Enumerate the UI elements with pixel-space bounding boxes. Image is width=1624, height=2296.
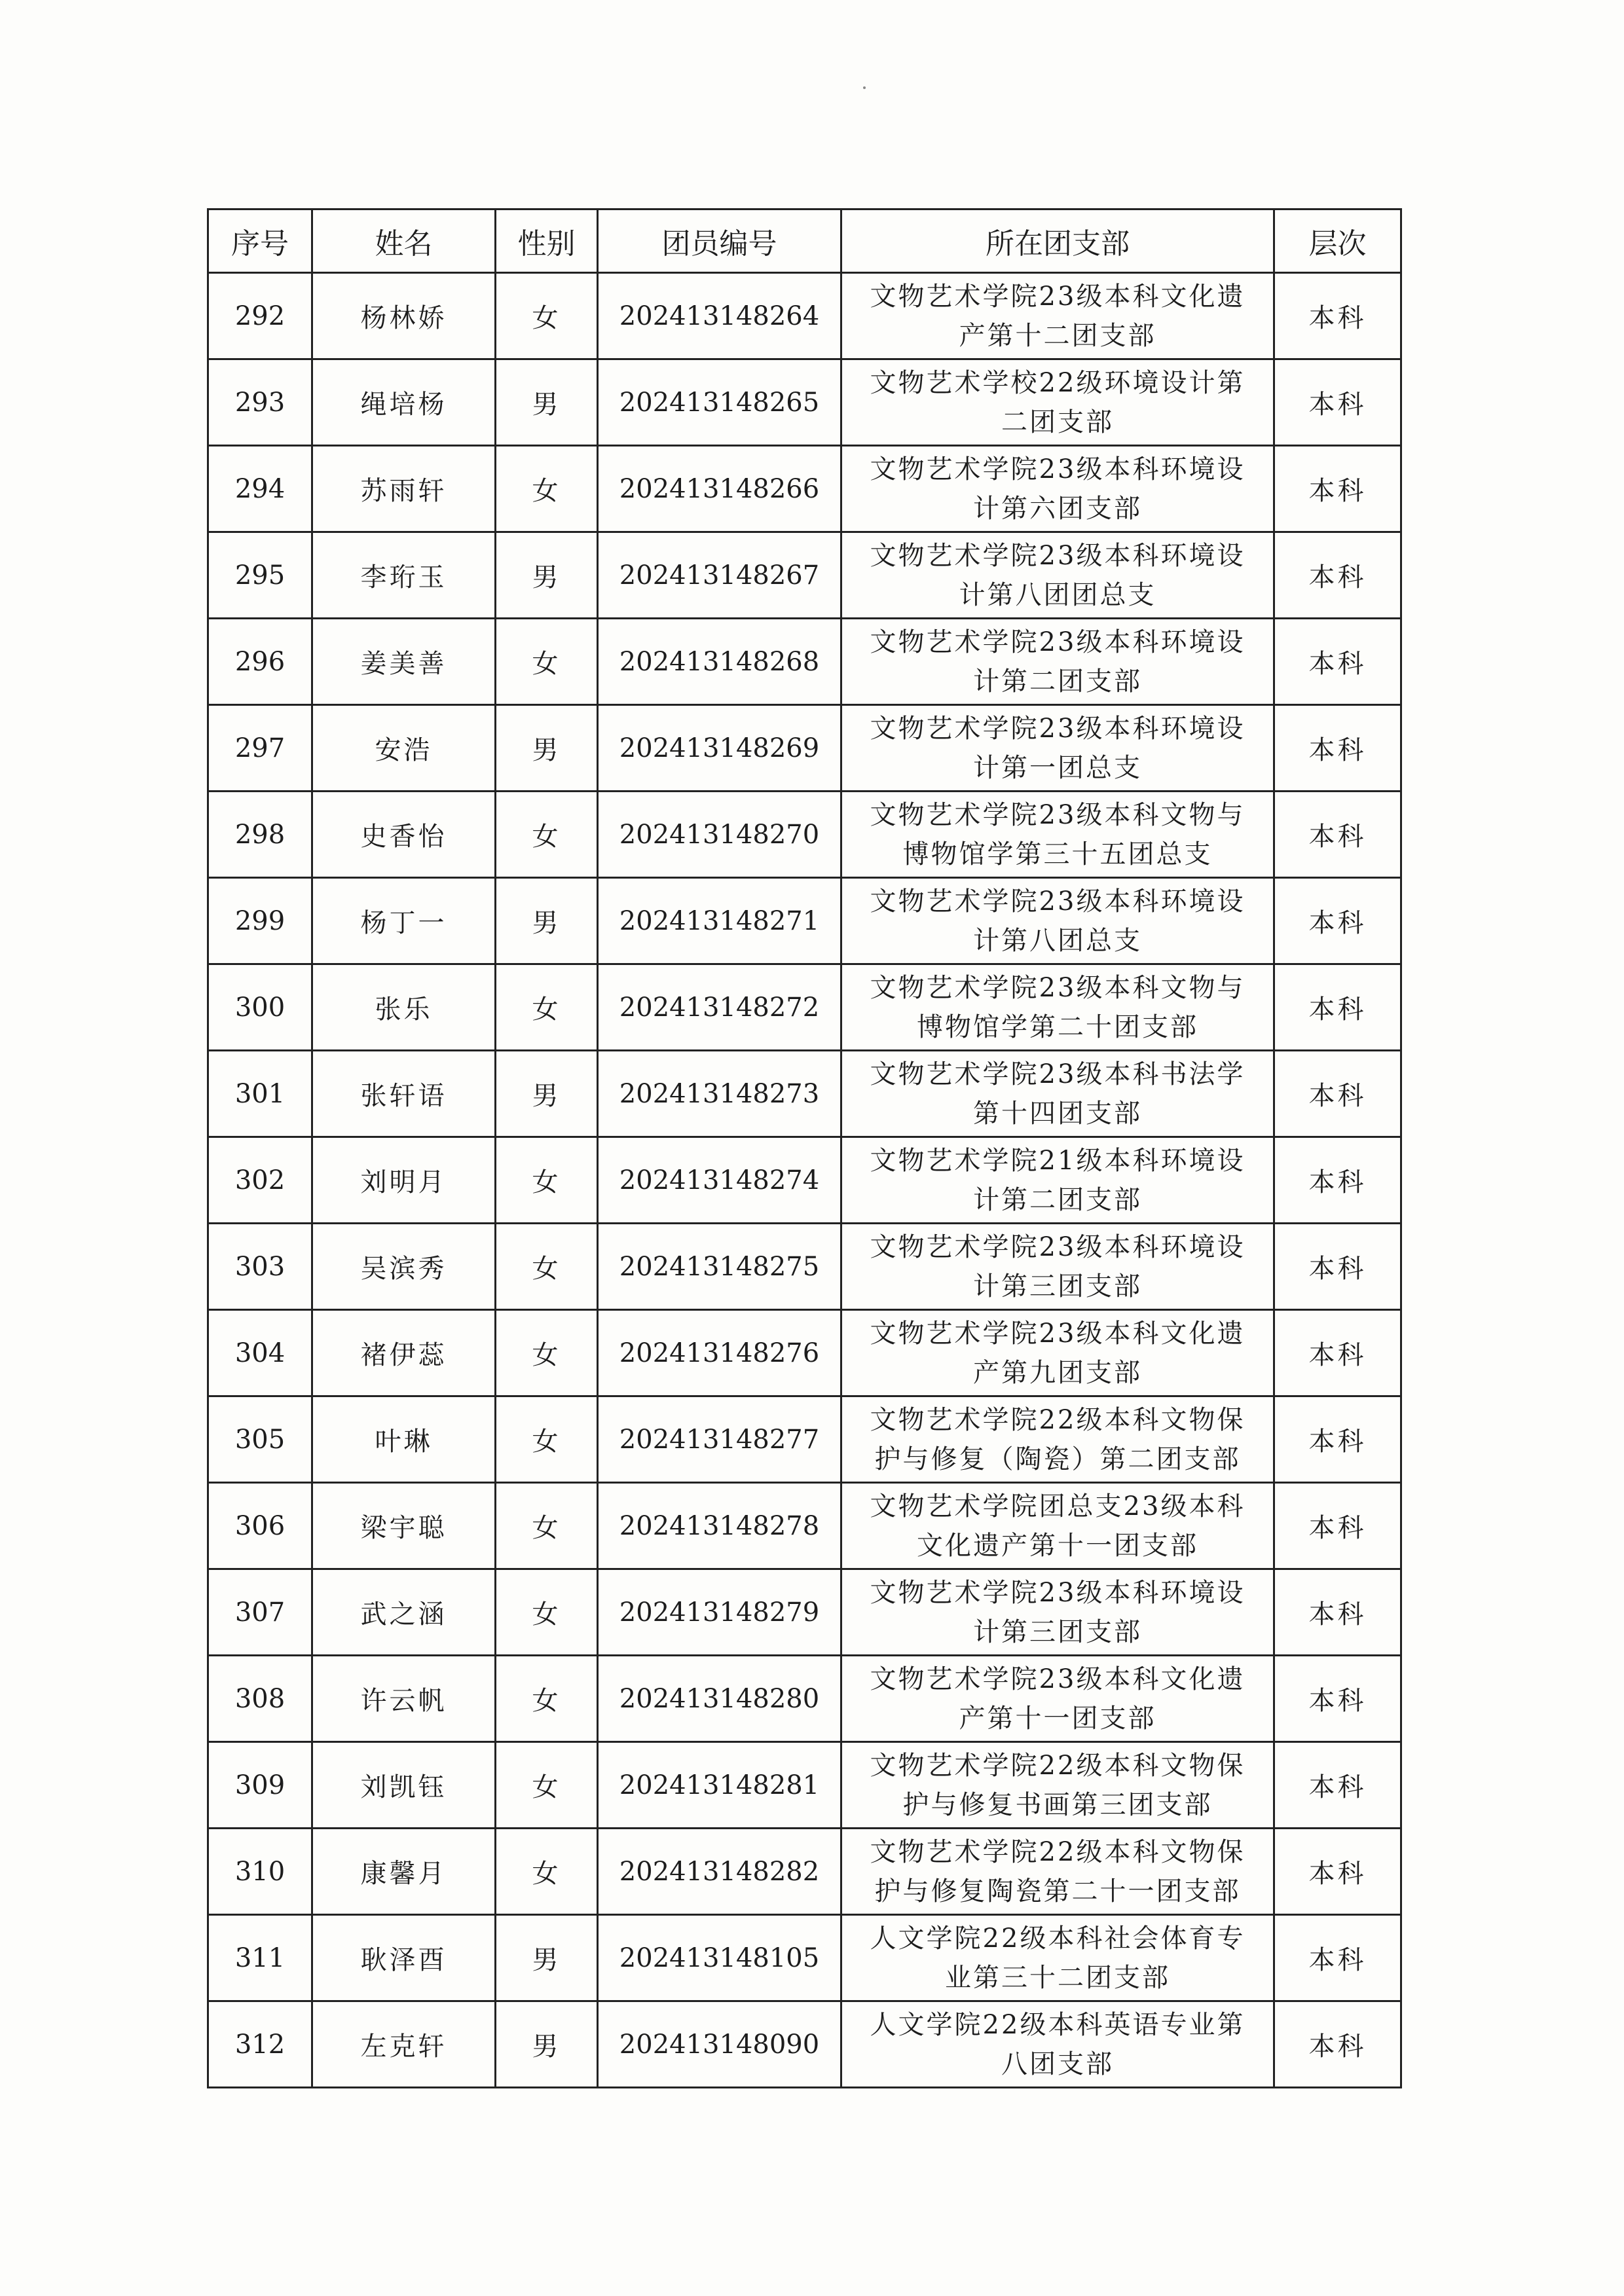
cell-level: 本科 xyxy=(1274,1396,1401,1483)
cell-gender: 男 xyxy=(496,878,598,964)
cell-member-id: 202413148276 xyxy=(598,1310,841,1396)
cell-branch-line2: 护与修复书画第三团支部 xyxy=(902,1789,1213,1820)
cell-gender: 女 xyxy=(496,1224,598,1310)
cell-member-id: 202413148278 xyxy=(598,1483,841,1569)
cell-branch xyxy=(841,1310,1274,1396)
header-branch: 所在团支部 xyxy=(841,210,1274,273)
header-level: 层次 xyxy=(1274,210,1401,273)
cell-branch-line1: 文物艺术学院23级本科环境设 xyxy=(870,1577,1246,1608)
cell-no: 309 xyxy=(208,1742,312,1829)
cell-name: 康馨月 xyxy=(312,1829,496,1915)
cell-member-id: 202413148275 xyxy=(598,1224,841,1310)
cell-level: 本科 xyxy=(1274,878,1401,964)
cell-gender: 女 xyxy=(496,1829,598,1915)
cell-no: 304 xyxy=(208,1310,312,1396)
cell-no: 310 xyxy=(208,1829,312,1915)
header-member-id: 团员编号 xyxy=(598,210,841,273)
cell-branch-line1: 文物艺术学院团总支23级本科 xyxy=(870,1491,1246,1522)
cell-gender: 女 xyxy=(496,1396,598,1483)
cell-member-id: 202413148273 xyxy=(598,1051,841,1137)
member-roster-table xyxy=(207,208,1402,2088)
table-row xyxy=(208,273,1401,359)
cell-branch xyxy=(841,532,1274,619)
cell-name: 武之涵 xyxy=(312,1569,496,1656)
cell-branch-line1: 文物艺术学院23级本科环境设 xyxy=(870,1231,1246,1262)
cell-name: 杨丁一 xyxy=(312,878,496,964)
table-row xyxy=(208,359,1401,446)
cell-level: 本科 xyxy=(1274,1483,1401,1569)
table-row xyxy=(208,1483,1401,1569)
cell-member-id: 202413148105 xyxy=(598,1915,841,2001)
cell-branch-line2: 计第一团总支 xyxy=(973,752,1142,783)
cell-no: 295 xyxy=(208,532,312,619)
table-row xyxy=(208,878,1401,964)
cell-member-id: 202413148271 xyxy=(598,878,841,964)
cell-gender: 女 xyxy=(496,964,598,1051)
cell-name: 吴滨秀 xyxy=(312,1224,496,1310)
cell-branch-line1: 文物艺术学校22级环境设计第 xyxy=(870,367,1246,398)
cell-name: 梁宇聪 xyxy=(312,1483,496,1569)
cell-member-id: 202413148270 xyxy=(598,792,841,878)
cell-branch xyxy=(841,1396,1274,1483)
cell-name: 苏雨轩 xyxy=(312,446,496,532)
cell-branch-line2: 第十四团支部 xyxy=(973,1098,1142,1129)
cell-no: 302 xyxy=(208,1137,312,1224)
table-row xyxy=(208,1829,1401,1915)
table-row xyxy=(208,1224,1401,1310)
cell-branch-line1: 文物艺术学院22级本科文物保 xyxy=(870,1836,1246,1867)
cell-branch xyxy=(841,1742,1274,1829)
cell-no: 308 xyxy=(208,1656,312,1742)
cell-level: 本科 xyxy=(1274,619,1401,705)
cell-branch xyxy=(841,792,1274,878)
cell-no: 297 xyxy=(208,705,312,792)
cell-member-id: 202413148264 xyxy=(598,273,841,359)
cell-branch-line2: 计第三团支部 xyxy=(973,1616,1142,1647)
cell-branch xyxy=(841,878,1274,964)
cell-gender: 女 xyxy=(496,1483,598,1569)
cell-branch-line1: 人文学院22级本科社会体育专 xyxy=(870,1923,1246,1954)
table-row xyxy=(208,1310,1401,1396)
cell-member-id: 202413148267 xyxy=(598,532,841,619)
cell-branch xyxy=(841,359,1274,446)
cell-name: 刘凯钰 xyxy=(312,1742,496,1829)
cell-no: 311 xyxy=(208,1915,312,2001)
cell-branch xyxy=(841,1915,1274,2001)
cell-branch-line1: 文物艺术学院22级本科文物保 xyxy=(870,1750,1246,1781)
cell-gender: 男 xyxy=(496,705,598,792)
table-header xyxy=(208,210,1401,273)
cell-level: 本科 xyxy=(1274,359,1401,446)
cell-member-id: 202413148269 xyxy=(598,705,841,792)
cell-branch-line2: 产第九团支部 xyxy=(973,1357,1142,1388)
cell-no: 301 xyxy=(208,1051,312,1137)
cell-branch-line2: 计第三团支部 xyxy=(973,1271,1142,1302)
cell-branch-line2: 文化遗产第十一团支部 xyxy=(917,1530,1198,1561)
cell-branch xyxy=(841,964,1274,1051)
cell-level: 本科 xyxy=(1274,446,1401,532)
cell-branch-line1: 文物艺术学院23级本科环境设 xyxy=(870,886,1246,917)
cell-level: 本科 xyxy=(1274,532,1401,619)
cell-branch-line2: 计第八团总支 xyxy=(973,925,1142,956)
cell-branch xyxy=(841,1224,1274,1310)
cell-branch xyxy=(841,1569,1274,1656)
cell-branch-line1: 文物艺术学院23级本科环境设 xyxy=(870,713,1246,744)
cell-branch xyxy=(841,2001,1274,2088)
cell-level: 本科 xyxy=(1274,1310,1401,1396)
cell-gender: 男 xyxy=(496,2001,598,2088)
cell-no: 293 xyxy=(208,359,312,446)
cell-level: 本科 xyxy=(1274,1829,1401,1915)
cell-branch xyxy=(841,619,1274,705)
cell-member-id: 202413148279 xyxy=(598,1569,841,1656)
cell-branch-line2: 博物馆学第三十五团总支 xyxy=(902,839,1213,869)
cell-member-id: 202413148277 xyxy=(598,1396,841,1483)
cell-branch xyxy=(841,1829,1274,1915)
table-row xyxy=(208,532,1401,619)
cell-no: 300 xyxy=(208,964,312,1051)
cell-level: 本科 xyxy=(1274,1569,1401,1656)
cell-gender: 女 xyxy=(496,792,598,878)
cell-name: 安浩 xyxy=(312,705,496,792)
cell-branch xyxy=(841,1656,1274,1742)
cell-branch-line2: 计第二团支部 xyxy=(973,1184,1142,1215)
cell-branch-line1: 文物艺术学院23级本科环境设 xyxy=(870,540,1246,571)
table-row xyxy=(208,1569,1401,1656)
cell-branch xyxy=(841,273,1274,359)
cell-gender: 男 xyxy=(496,359,598,446)
cell-level: 本科 xyxy=(1274,705,1401,792)
cell-name: 杨林娇 xyxy=(312,273,496,359)
cell-name: 张乐 xyxy=(312,964,496,1051)
cell-name: 褚伊蕊 xyxy=(312,1310,496,1396)
cell-name: 绳培杨 xyxy=(312,359,496,446)
cell-member-id: 202413148281 xyxy=(598,1742,841,1829)
cell-gender: 男 xyxy=(496,532,598,619)
cell-branch-line1: 文物艺术学院23级本科文化遗 xyxy=(870,1318,1246,1349)
cell-level: 本科 xyxy=(1274,2001,1401,2088)
header-gender: 性别 xyxy=(496,210,598,273)
cell-branch-line1: 文物艺术学院23级本科环境设 xyxy=(870,454,1246,484)
cell-branch xyxy=(841,446,1274,532)
cell-member-id: 202413148268 xyxy=(598,619,841,705)
table-row xyxy=(208,1915,1401,2001)
cell-name: 刘明月 xyxy=(312,1137,496,1224)
cell-branch xyxy=(841,1051,1274,1137)
cell-name: 张轩语 xyxy=(312,1051,496,1137)
table-row xyxy=(208,2001,1401,2088)
cell-name: 许云帆 xyxy=(312,1656,496,1742)
cell-member-id: 202413148265 xyxy=(598,359,841,446)
cell-gender: 女 xyxy=(496,1310,598,1396)
cell-gender: 女 xyxy=(496,1742,598,1829)
cell-no: 303 xyxy=(208,1224,312,1310)
cell-member-id: 202413148090 xyxy=(598,2001,841,2088)
table-row xyxy=(208,964,1401,1051)
cell-branch-line2: 计第二团支部 xyxy=(973,666,1142,697)
cell-branch-line2: 博物馆学第二十团支部 xyxy=(917,1011,1198,1042)
cell-no: 306 xyxy=(208,1483,312,1569)
cell-branch-line2: 护与修复陶瓷第二十一团支部 xyxy=(874,1876,1241,1906)
cell-gender: 女 xyxy=(496,1569,598,1656)
cell-member-id: 202413148282 xyxy=(598,1829,841,1915)
cell-level: 本科 xyxy=(1274,1224,1401,1310)
cell-branch-line2: 计第八团团总支 xyxy=(959,579,1156,610)
cell-gender: 女 xyxy=(496,1137,598,1224)
cell-name: 叶琳 xyxy=(312,1396,496,1483)
cell-member-id: 202413148280 xyxy=(598,1656,841,1742)
cell-branch-line2: 二团支部 xyxy=(1001,407,1114,437)
cell-branch-line1: 文物艺术学院23级本科环境设 xyxy=(870,627,1246,657)
cell-gender: 女 xyxy=(496,1656,598,1742)
cell-branch-line1: 文物艺术学院23级本科文物与 xyxy=(870,799,1246,830)
table-row xyxy=(208,1656,1401,1742)
cell-level: 本科 xyxy=(1274,1656,1401,1742)
table-body xyxy=(208,273,1401,2088)
table-row xyxy=(208,1396,1401,1483)
cell-member-id: 202413148272 xyxy=(598,964,841,1051)
cell-name: 耿泽酉 xyxy=(312,1915,496,2001)
cell-name: 史香怡 xyxy=(312,792,496,878)
cell-no: 298 xyxy=(208,792,312,878)
header-no: 序号 xyxy=(208,210,312,273)
cell-gender: 女 xyxy=(496,273,598,359)
table-row xyxy=(208,792,1401,878)
cell-gender: 女 xyxy=(496,446,598,532)
cell-name: 左克轩 xyxy=(312,2001,496,2088)
cell-gender: 男 xyxy=(496,1051,598,1137)
cell-no: 299 xyxy=(208,878,312,964)
cell-no: 312 xyxy=(208,2001,312,2088)
cell-branch-line2: 业第三十二团支部 xyxy=(945,1962,1170,1993)
cell-branch-line1: 文物艺术学院21级本科环境设 xyxy=(870,1145,1246,1176)
cell-level: 本科 xyxy=(1274,1915,1401,2001)
cell-name: 李珩玉 xyxy=(312,532,496,619)
cell-level: 本科 xyxy=(1274,1137,1401,1224)
cell-no: 292 xyxy=(208,273,312,359)
cell-level: 本科 xyxy=(1274,792,1401,878)
cell-member-id: 202413148274 xyxy=(598,1137,841,1224)
header-row xyxy=(208,210,1401,273)
cell-branch-line1: 文物艺术学院23级本科书法学 xyxy=(870,1059,1246,1089)
header-name: 姓名 xyxy=(312,210,496,273)
scan-speck xyxy=(863,86,866,89)
cell-branch-line1: 文物艺术学院23级本科文物与 xyxy=(870,972,1246,1003)
cell-branch-line1: 文物艺术学院23级本科文化遗 xyxy=(870,1664,1246,1694)
cell-no: 305 xyxy=(208,1396,312,1483)
cell-branch-line1: 文物艺术学院23级本科文化遗 xyxy=(870,281,1246,312)
cell-level: 本科 xyxy=(1274,273,1401,359)
cell-no: 294 xyxy=(208,446,312,532)
cell-member-id: 202413148266 xyxy=(598,446,841,532)
cell-level: 本科 xyxy=(1274,1742,1401,1829)
cell-branch xyxy=(841,705,1274,792)
table-row xyxy=(208,705,1401,792)
cell-branch-line2: 护与修复（陶瓷）第二团支部 xyxy=(874,1444,1241,1474)
cell-branch xyxy=(841,1483,1274,1569)
cell-branch-line2: 产第十一团支部 xyxy=(959,1703,1156,1734)
cell-branch-line1: 文物艺术学院22级本科文物保 xyxy=(870,1404,1246,1435)
table-row xyxy=(208,446,1401,532)
cell-gender: 女 xyxy=(496,619,598,705)
cell-branch-line2: 产第十二团支部 xyxy=(959,320,1156,351)
cell-level: 本科 xyxy=(1274,1051,1401,1137)
cell-no: 296 xyxy=(208,619,312,705)
cell-level: 本科 xyxy=(1274,964,1401,1051)
cell-branch-line1: 人文学院22级本科英语专业第 xyxy=(870,2009,1246,2040)
cell-no: 307 xyxy=(208,1569,312,1656)
cell-branch xyxy=(841,1137,1274,1224)
table-row xyxy=(208,1051,1401,1137)
table-row xyxy=(208,1742,1401,1829)
cell-name: 姜美善 xyxy=(312,619,496,705)
table-row xyxy=(208,1137,1401,1224)
table-row xyxy=(208,619,1401,705)
cell-gender: 男 xyxy=(496,1915,598,2001)
cell-branch-line2: 八团支部 xyxy=(1001,2049,1114,2079)
cell-branch-line2: 计第六团支部 xyxy=(973,493,1142,524)
